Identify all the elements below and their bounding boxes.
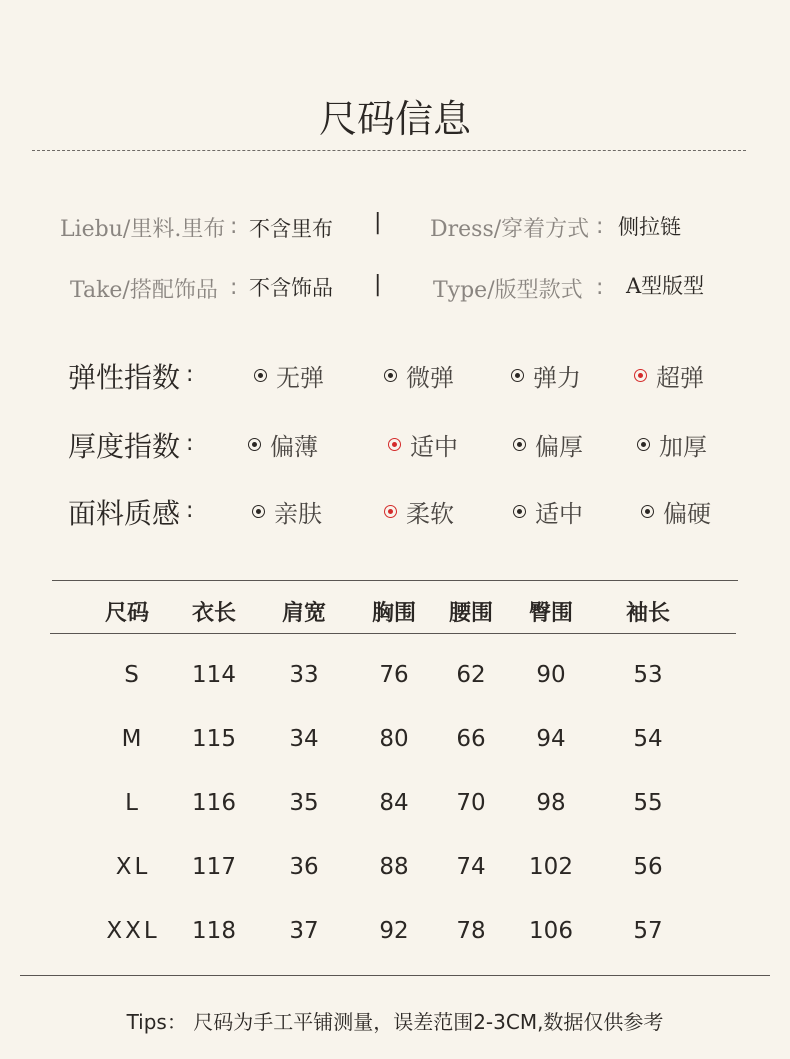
info-separator-1: | [374, 210, 382, 235]
option-radio [634, 358, 704, 393]
dashed-divider [32, 150, 746, 151]
attribute-colon: : [186, 498, 194, 523]
table-cell: 74 [456, 854, 486, 880]
option-label: 加厚 [659, 433, 707, 461]
take-label: Take/搭配饰品 [70, 278, 218, 303]
table-cell: 80 [379, 726, 409, 752]
option-radio [637, 427, 707, 462]
table-cell: 76 [379, 662, 409, 688]
option-label: 无弹 [276, 364, 324, 392]
radio-icon [384, 369, 397, 382]
table-top-rule [52, 580, 738, 581]
table-cell: 70 [456, 790, 486, 816]
attribute-colon: : [186, 362, 194, 387]
attribute-label: 厚度指数 [68, 430, 181, 463]
option-label: 适中 [410, 433, 458, 461]
table-cell: 88 [379, 854, 409, 880]
take-value: 不含饰品 [249, 276, 333, 300]
attribute-label: 弹性指数 [68, 361, 181, 394]
option-radio [384, 494, 454, 529]
table-cell: 92 [379, 918, 409, 944]
option-radio [641, 494, 711, 529]
radio-icon [254, 369, 267, 382]
radio-icon [511, 369, 524, 382]
radio-icon [513, 438, 526, 451]
option-label: 亲肤 [274, 500, 322, 528]
type-colon: : [596, 275, 604, 300]
table-cell: 33 [289, 662, 319, 688]
radio-selected-icon [634, 369, 647, 382]
type-value: A型版型 [626, 274, 705, 298]
table-cell: S [124, 662, 142, 688]
lining-label: Liebu/里料.里布 [60, 217, 226, 242]
radio-icon [252, 505, 265, 518]
table-cell: 117 [192, 854, 236, 880]
table-cell: 106 [529, 918, 573, 944]
attribute-label: 面料质感 [68, 497, 181, 530]
tips-note: Tips： 尺码为手工平铺测量，误差范围2-3CM,数据仅供参考 [126, 1010, 664, 1034]
attribute-colon: : [186, 431, 194, 456]
option-label: 偏薄 [270, 433, 318, 461]
table-cell: 57 [633, 918, 663, 944]
table-cell: 78 [456, 918, 486, 944]
dress-label: Dress/穿着方式 [430, 217, 590, 242]
table-cell: 34 [289, 726, 319, 752]
option-radio [513, 494, 583, 529]
table-cell: 37 [289, 918, 319, 944]
option-label: 偏硬 [663, 500, 711, 528]
table-cell: 36 [289, 854, 319, 880]
table-cell: 66 [456, 726, 486, 752]
option-label: 弹力 [533, 364, 581, 392]
dress-colon: : [596, 214, 604, 239]
lining-value: 不含里布 [249, 217, 333, 241]
table-cell: XL [115, 854, 151, 880]
lining-colon: : [230, 214, 238, 239]
table-cell: L [125, 790, 141, 816]
option-label: 适中 [535, 500, 583, 528]
radio-icon [637, 438, 650, 451]
table-cell: 84 [379, 790, 409, 816]
table-cell: M [121, 726, 145, 752]
table-cell: 53 [633, 662, 663, 688]
type-label: Type/版型款式 [433, 278, 583, 303]
radio-icon [513, 505, 526, 518]
table-cell: 98 [536, 790, 566, 816]
table-cell: 94 [536, 726, 566, 752]
info-separator-2: | [374, 272, 382, 297]
option-label: 超弹 [656, 364, 704, 392]
table-cell: 62 [456, 662, 486, 688]
radio-selected-icon [384, 505, 397, 518]
table-cell: 90 [536, 662, 566, 688]
radio-selected-icon [388, 438, 401, 451]
table-header-cell: 腰围 [448, 600, 493, 626]
option-radio [252, 494, 322, 529]
table-cell: 102 [529, 854, 573, 880]
table-header-cell: 尺码 [104, 600, 149, 626]
table-bottom-rule [20, 975, 770, 976]
option-radio [384, 358, 454, 393]
take-colon: : [230, 275, 238, 300]
page-title: 尺码信息 [318, 97, 471, 141]
option-radio [388, 427, 458, 462]
dress-value: 侧拉链 [618, 215, 681, 239]
option-radio [511, 358, 581, 393]
option-label: 柔软 [406, 500, 454, 528]
table-cell: 56 [633, 854, 663, 880]
radio-icon [641, 505, 654, 518]
table-header-cell: 衣长 [191, 600, 236, 626]
table-header-cell: 肩宽 [281, 600, 326, 626]
radio-icon [248, 438, 261, 451]
option-radio [513, 427, 583, 462]
option-radio [254, 358, 324, 393]
option-radio [248, 427, 318, 462]
table-header-cell: 臀围 [528, 600, 573, 626]
table-cell: 114 [192, 662, 236, 688]
option-label: 微弹 [406, 364, 454, 392]
table-header-cell: 袖长 [625, 600, 670, 626]
table-cell: 35 [289, 790, 319, 816]
table-header-cell: 胸围 [371, 600, 416, 626]
table-cell: 55 [633, 790, 663, 816]
table-cell: 115 [192, 726, 236, 752]
table-cell: 116 [192, 790, 236, 816]
table-cell: 118 [192, 918, 236, 944]
option-label: 偏厚 [535, 433, 583, 461]
table-cell: 54 [633, 726, 663, 752]
table-header-rule [50, 633, 736, 634]
table-cell: XXL [106, 918, 160, 944]
